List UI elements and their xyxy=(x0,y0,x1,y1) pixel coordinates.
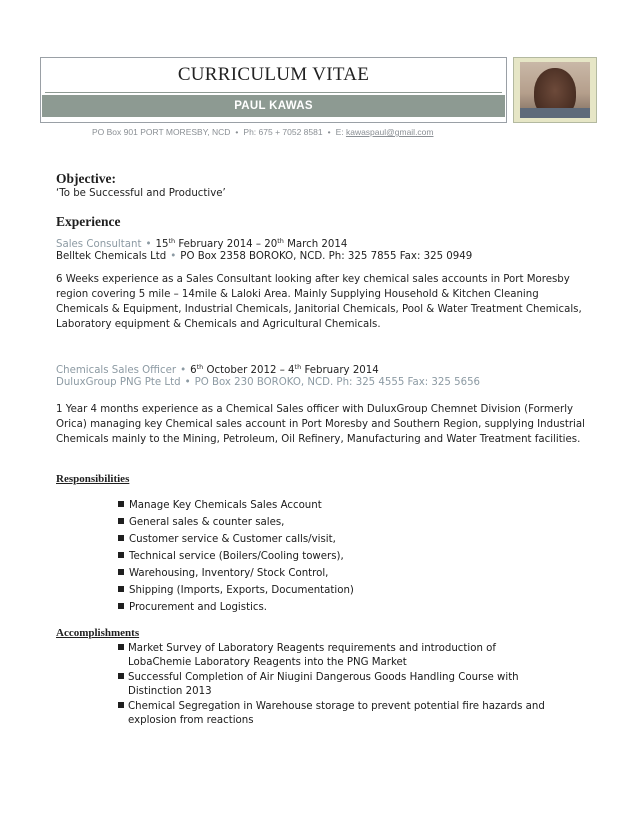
square-bullet-icon xyxy=(118,501,124,507)
job-end-suffix: th xyxy=(294,363,302,371)
job-employer: Belltek Chemicals Ltd xyxy=(56,251,167,262)
square-bullet-icon xyxy=(118,702,124,708)
separator-dot: • xyxy=(170,251,177,262)
portrait-shirt xyxy=(520,108,590,118)
list-item-text: Market Survey of Laboratory Reagents requirements and introduction of LobaChemie Laboratory Reagents into the PNG Market xyxy=(128,643,496,668)
square-bullet-icon xyxy=(118,586,124,592)
list-item-text: Customer service & Customer calls/visit, xyxy=(129,534,336,545)
square-bullet-icon xyxy=(118,644,124,650)
job-employer: DuluxGroup PNG Pte Ltd xyxy=(56,377,181,388)
separator-dot: • xyxy=(184,377,191,388)
list-item-text: Warehousing, Inventory/ Stock Control, xyxy=(129,568,329,579)
job-start-suffix: th xyxy=(168,237,176,245)
job-employer-line xyxy=(56,375,480,390)
job-employer-line xyxy=(56,249,472,264)
list-item-text: Shipping (Imports, Exports, Documentation) xyxy=(129,585,354,596)
list-item xyxy=(118,565,354,582)
header-divider xyxy=(45,92,502,93)
job-start-rest: February 2014 – 20 xyxy=(178,239,278,250)
job-description: 6 Weeks experience as a Sales Consultant looking after key chemical sales accounts in Port Moresby region covering 5 mile – 14mile & Laloki Area. Mainly Supplying Household & Kitchen Cleaning Chemicals & Equipment, Industrial Chemicals, Janitorial Chemicals, Pool & Water Treatment Chemicals, Laboratory equipment & Chemicals and Agricultural Chemicals. xyxy=(56,274,582,330)
job-start-suffix: th xyxy=(196,363,204,371)
portrait-image xyxy=(520,62,590,118)
candidate-name: PAUL KAWAS xyxy=(42,95,505,117)
job-end-rest: February 2014 xyxy=(304,365,379,376)
square-bullet-icon xyxy=(118,535,124,541)
job-title: Chemicals Sales Officer xyxy=(56,365,177,376)
responsibilities-list xyxy=(118,497,354,616)
profile-photo xyxy=(513,57,597,123)
square-bullet-icon xyxy=(118,518,124,524)
square-bullet-icon xyxy=(118,552,124,558)
square-bullet-icon xyxy=(118,569,124,575)
contact-email-link[interactable]: kawaspaul@gmail.com xyxy=(345,127,434,137)
square-bullet-icon xyxy=(118,603,124,609)
list-item xyxy=(118,497,354,514)
document-title: CURRICULUM VITAE xyxy=(177,64,370,85)
job-title: Sales Consultant xyxy=(56,239,142,250)
separator-dot: • xyxy=(327,127,331,137)
list-item-text: General sales & counter sales, xyxy=(129,517,285,528)
contact-phone: Ph: 675 + 7052 8581 xyxy=(243,127,323,137)
contact-email-prefix: E: xyxy=(335,127,344,137)
job-employer-detail: PO Box 2358 BOROKO, NCD. Ph: 325 7855 Fax: 325 0949 xyxy=(180,251,473,262)
job-start-day: 6 xyxy=(190,365,197,376)
job-start-day: 15 xyxy=(155,239,169,250)
list-item-text: Technical service (Boilers/Cooling towers), xyxy=(129,551,344,562)
accomplishments-heading: Accomplishments xyxy=(56,627,140,639)
list-item xyxy=(118,671,558,699)
header-box xyxy=(40,57,507,123)
separator-dot: • xyxy=(145,239,152,250)
objective-text: ‘To be Successful and Productive’ xyxy=(56,188,226,199)
contact-address: PO Box 901 PORT MORESBY, NCD xyxy=(92,127,231,137)
separator-dot: • xyxy=(235,127,239,137)
responsibilities-heading: Responsibilities xyxy=(56,473,130,485)
list-item xyxy=(118,700,558,728)
list-item-text: Manage Key Chemicals Sales Account xyxy=(129,500,322,511)
list-item xyxy=(118,514,354,531)
job-start-rest: October 2012 – 4 xyxy=(206,365,295,376)
list-item-text: Successful Completion of Air Niugini Dangerous Goods Handling Course with Distinction 2013 xyxy=(128,672,519,697)
list-item-text: Procurement and Logistics. xyxy=(129,602,268,613)
list-item xyxy=(118,582,354,599)
list-item xyxy=(118,642,558,670)
job-description: 1 Year 4 months experience as a Chemical Sales officer with DuluxGroup Chemnet Division (Formerly Orica) managing key Chemical sales account in Port Moresby and Southern Region, supplying Industrial Chemicals mainly to the Mining, Petroleum, Oil Refinery, Manufacturing and Water Treatment facilities. xyxy=(56,404,585,445)
list-item xyxy=(118,531,354,548)
job-end-rest: March 2014 xyxy=(287,239,348,250)
square-bullet-icon xyxy=(118,673,124,679)
contact-line xyxy=(92,127,434,137)
separator-dot: • xyxy=(180,365,187,376)
objective-heading: Objective: xyxy=(56,171,116,186)
list-item xyxy=(118,548,354,565)
accomplishments-list xyxy=(118,642,558,729)
list-item xyxy=(118,599,354,616)
experience-heading: Experience xyxy=(56,214,121,229)
list-item-text: Chemical Segregation in Warehouse storage to prevent potential fire hazards and explosion from reactions xyxy=(128,701,545,726)
job-end-suffix: th xyxy=(277,237,284,245)
job-employer-detail: PO Box 230 BOROKO, NCD. Ph: 325 4555 Fax: 325 5656 xyxy=(194,377,481,388)
